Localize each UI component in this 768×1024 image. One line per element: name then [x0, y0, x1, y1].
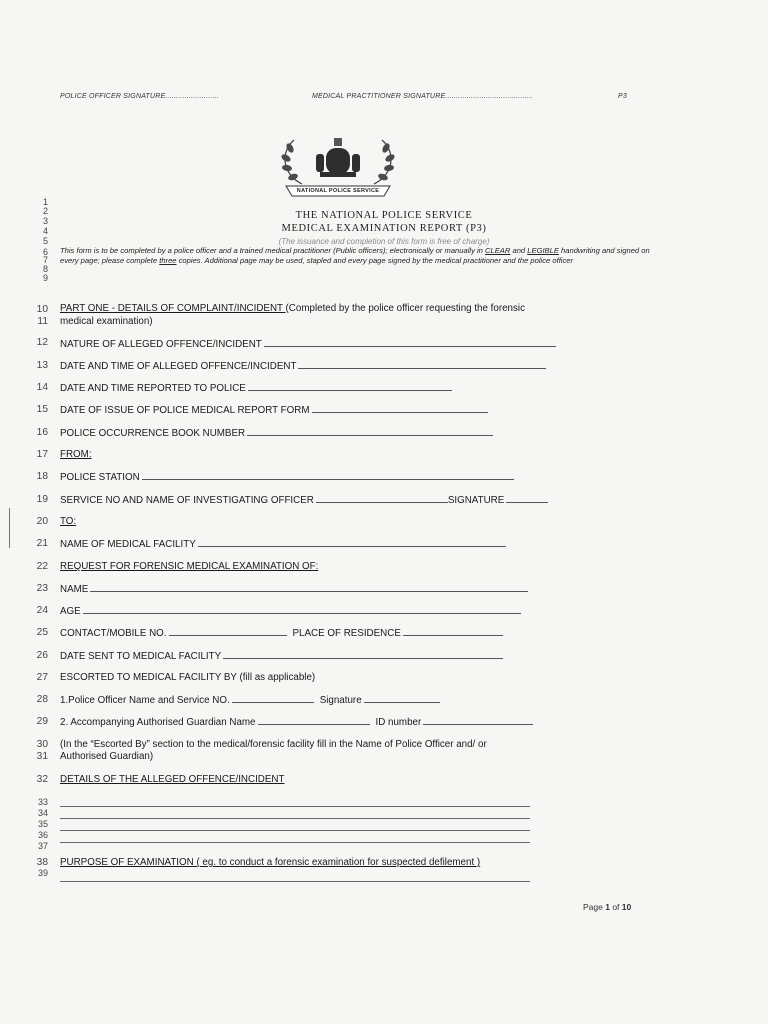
date-of-offence-field[interactable]	[298, 360, 546, 369]
ob-number-field[interactable]	[247, 427, 493, 436]
escort-signature-label: Signature	[319, 695, 362, 706]
ob-number-row	[60, 427, 493, 439]
police-station-row	[60, 471, 514, 483]
line-number: 30	[36, 739, 48, 750]
service-no-field[interactable]	[316, 494, 448, 503]
part-one-note: (Completed by the police officer requesting the forensic	[285, 303, 525, 314]
age-label: AGE	[60, 606, 81, 617]
line-number: 10	[36, 304, 48, 315]
line-number: 34	[37, 808, 48, 818]
police-station-label: POLICE STATION	[60, 472, 140, 483]
date-sent-field[interactable]	[223, 650, 503, 659]
line-number: 18	[36, 471, 48, 482]
page-prefix: Page	[583, 902, 606, 912]
medical-facility-label: NAME OF MEDICAL FACILITY	[60, 539, 196, 550]
date-of-issue-label: DATE OF ISSUE OF POLICE MEDICAL REPORT FORM	[60, 405, 310, 416]
part-one-title: PART ONE - DETAILS OF COMPLAINT/INCIDENT	[60, 303, 286, 314]
date-of-issue-row	[60, 404, 488, 416]
line-number: 36	[37, 830, 48, 840]
instructions-paragraph	[60, 246, 660, 266]
line-number: 7	[42, 255, 48, 265]
intro-text-2: and	[510, 246, 528, 255]
line-number: 35	[37, 819, 48, 829]
page-total: 10	[621, 902, 632, 912]
details-line-1[interactable]	[60, 806, 530, 807]
page-current: 1	[605, 902, 610, 912]
document-title: THE NATIONAL POLICE SERVICE	[295, 210, 473, 221]
line-number: 11	[37, 316, 48, 327]
medical-facility-row	[60, 538, 506, 550]
free-of-charge-note: (The issuance and completion of this form is free of charge)	[278, 237, 490, 246]
details-line-4[interactable]	[60, 842, 530, 843]
escort-officer-field[interactable]	[232, 694, 314, 703]
line-number: 22	[36, 561, 48, 572]
line-number: 1	[42, 197, 48, 207]
page-code: P3	[618, 93, 627, 100]
age-row	[60, 605, 521, 617]
intro-text-1: This form is to be completed by a police officer and a trained medical practitioner (Public officers); electronically or manually in	[60, 246, 486, 255]
guardian-row	[60, 716, 533, 728]
line-number: 8	[42, 264, 48, 274]
date-of-offence-row	[60, 360, 546, 372]
residence-label: PLACE OF RESIDENCE	[292, 628, 401, 639]
id-number-label: ID number	[375, 717, 422, 728]
line-number: 32	[36, 774, 48, 785]
id-number-field[interactable]	[423, 716, 533, 725]
national-police-service-crest	[272, 134, 404, 198]
escort-note-line1: (In the “Escorted By” section to the medical/forensic facility fill in the Name of Police Officer and/ or	[60, 739, 487, 750]
service-no-label: SERVICE NO AND NAME OF INVESTIGATING OFFICER	[60, 495, 314, 506]
details-line-2[interactable]	[60, 818, 530, 819]
details-line-3[interactable]	[60, 830, 530, 831]
document-subtitle-p3: MEDICAL EXAMINATION REPORT (P3)	[281, 223, 487, 234]
line-number: 9	[42, 273, 48, 283]
escort-officer-label: 1.Police Officer Name and Service NO.	[60, 695, 230, 706]
page-number	[583, 902, 631, 912]
date-sent-row	[60, 650, 503, 662]
police-escort-row	[60, 694, 440, 706]
line-number: 39	[37, 868, 48, 878]
police-station-field[interactable]	[142, 471, 514, 480]
crest-banner-text: NATIONAL POLICE SERVICE	[296, 188, 380, 194]
intro-clear: CLEAR	[485, 246, 511, 255]
escorted-heading: ESCORTED TO MEDICAL FACILITY BY (fill as applicable)	[60, 672, 316, 683]
escort-note-line2: Authorised Guardian)	[60, 751, 154, 762]
date-reported-label: DATE AND TIME REPORTED TO POLICE	[60, 383, 246, 394]
date-reported-row	[60, 382, 452, 394]
police-officer-signature-header: POLICE OFFICER SIGNATURE.........................	[60, 93, 220, 100]
details-heading: DETAILS OF THE ALLEGED OFFENCE/INCIDENT	[60, 774, 285, 785]
line-number: 23	[36, 583, 48, 594]
line-number: 3	[42, 216, 48, 226]
name-row	[60, 583, 528, 595]
date-reported-field[interactable]	[248, 382, 452, 391]
line-number: 26	[36, 650, 48, 661]
guardian-field[interactable]	[258, 716, 370, 725]
line-number: 19	[36, 494, 48, 505]
date-sent-label: DATE SENT TO MEDICAL FACILITY	[60, 651, 222, 662]
line-number: 6	[42, 247, 48, 257]
ob-number-label: POLICE OCCURRENCE BOOK NUMBER	[60, 428, 246, 439]
intro-legible: LEGIBLE	[527, 246, 559, 255]
intro-three: three	[159, 256, 177, 266]
to-heading: TO:	[60, 516, 77, 527]
line-number: 25	[36, 627, 48, 638]
part-one-heading-line2: medical examination)	[60, 316, 153, 327]
age-field[interactable]	[83, 605, 521, 614]
nature-of-offence-field[interactable]	[264, 338, 556, 347]
contact-row	[60, 627, 503, 639]
name-label: NAME	[60, 584, 89, 595]
line-number: 16	[36, 427, 48, 438]
medical-facility-field[interactable]	[198, 538, 506, 547]
line-number: 21	[36, 538, 48, 549]
line-number: 27	[36, 672, 48, 683]
escort-signature-field[interactable]	[364, 694, 440, 703]
line-number: 33	[37, 797, 48, 807]
line-number: 5	[42, 236, 48, 246]
line-number: 15	[36, 404, 48, 415]
purpose-heading: PURPOSE OF EXAMINATION ( eg. to conduct a forensic examination for suspected defilement )	[60, 857, 481, 868]
margin-bracket-mark	[9, 508, 10, 548]
request-heading: REQUEST FOR FORENSIC MEDICAL EXAMINATION OF:	[60, 561, 319, 572]
nature-of-offence-row	[60, 338, 556, 350]
intro-text-4: copies. Additional page may be used, stapled and every page signed by the medical practitioner and the police officer	[176, 256, 574, 266]
contact-field[interactable]	[169, 627, 287, 636]
line-number: 29	[36, 716, 48, 727]
line-number: 31	[36, 751, 48, 762]
date-of-issue-field[interactable]	[312, 404, 488, 413]
from-heading: FROM:	[60, 449, 92, 460]
investigating-officer-row	[60, 494, 548, 506]
line-number: 4	[42, 226, 48, 236]
date-of-offence-label: DATE AND TIME OF ALLEGED OFFENCE/INCIDENT	[60, 361, 297, 372]
name-field[interactable]	[90, 583, 528, 592]
purpose-line-1[interactable]	[60, 881, 530, 882]
medical-practitioner-signature-header: MEDICAL PRACTITIONER SIGNATURE.........................................	[312, 93, 534, 100]
line-number: 38	[36, 857, 48, 868]
line-number: 13	[36, 360, 48, 371]
residence-field[interactable]	[403, 627, 503, 636]
officer-signature-field[interactable]	[506, 494, 548, 503]
line-number: 2	[42, 206, 48, 216]
officer-signature-label: SIGNATURE	[447, 495, 505, 506]
part-one-heading	[60, 303, 525, 314]
line-number: 20	[36, 516, 48, 527]
page-of: of	[609, 902, 622, 912]
line-number: 24	[36, 605, 48, 616]
contact-label: CONTACT/MOBILE NO.	[60, 628, 167, 639]
line-number: 12	[36, 337, 48, 348]
line-number: 37	[37, 841, 48, 851]
intro-text-3: handwriting and signed on every page; please complete	[60, 246, 650, 266]
line-number: 14	[36, 382, 48, 393]
guardian-label: 2. Accompanying Authorised Guardian Name	[60, 717, 256, 728]
line-number: 28	[36, 694, 48, 705]
nature-of-offence-label: NATURE OF ALLEGED OFFENCE/INCIDENT	[60, 339, 262, 350]
line-number: 17	[36, 449, 48, 460]
